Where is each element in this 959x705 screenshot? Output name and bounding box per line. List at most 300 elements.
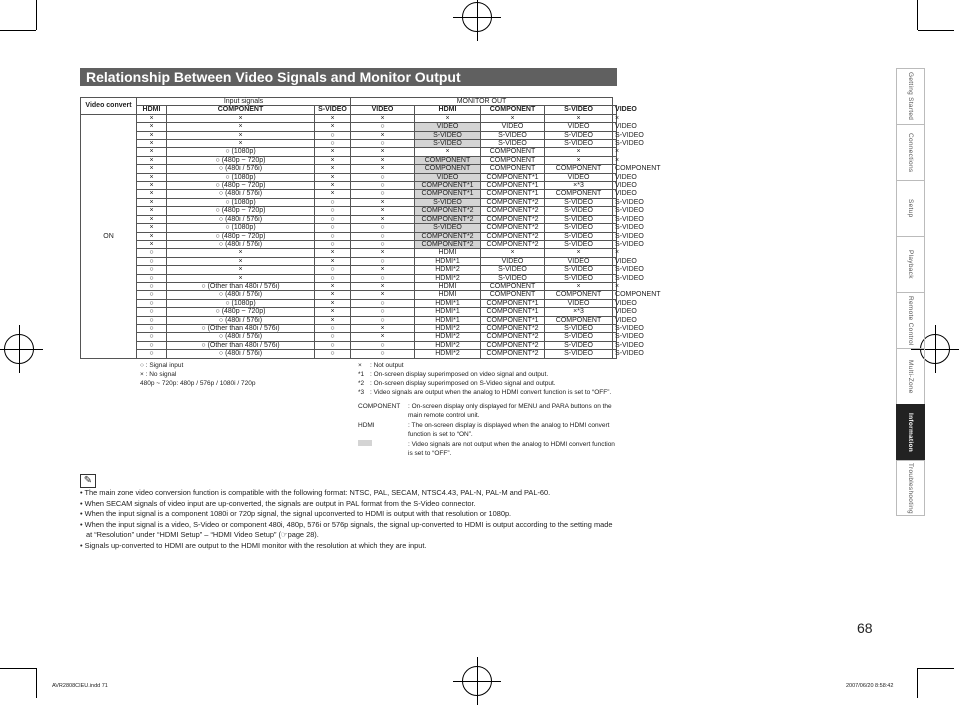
table-cell: ○ xyxy=(351,257,415,265)
table-cell: VIDEO xyxy=(481,123,545,131)
table-cell: ○ xyxy=(137,341,167,349)
table-cell: × xyxy=(315,257,351,265)
table-cell: × xyxy=(167,140,315,148)
chapter-tab-playback[interactable] xyxy=(896,236,925,292)
table-cell: ○ (480i / 576i) xyxy=(167,350,315,358)
table-cell: S-VIDEO xyxy=(545,232,613,240)
table-cell: COMPONENT*2 xyxy=(481,341,545,349)
term-key: HDMI xyxy=(358,422,375,429)
table-cell: ○ xyxy=(137,266,167,274)
term-text: : On-screen display only displayed for MENU and PARA buttons on the main remote control unit. xyxy=(408,403,612,419)
table-cell: S-VIDEO xyxy=(613,140,617,148)
chapter-tab-label: Playback xyxy=(907,250,914,279)
table-cell: × xyxy=(481,114,545,122)
table-cell: ○ (1080p) xyxy=(167,173,315,181)
table-cell: ○ (1080p) xyxy=(167,148,315,156)
table-row xyxy=(81,274,617,282)
legend-formats: 480p ~ 720p: 480p / 576p / 1080i / 720p xyxy=(140,380,256,387)
table-cell: COMPONENT xyxy=(481,165,545,173)
table-cell: COMPONENT xyxy=(415,165,481,173)
table-cell: × xyxy=(351,156,415,164)
table-cell: S-VIDEO xyxy=(481,274,545,282)
column-header: S-VIDEO xyxy=(545,106,613,114)
column-header: VIDEO xyxy=(351,106,415,114)
table-cell: VIDEO xyxy=(613,316,617,324)
chapter-tab-label: Connections xyxy=(907,132,914,173)
table-row xyxy=(81,156,617,164)
chapter-tab-label: Troubleshooting xyxy=(907,462,914,514)
table-cell: × xyxy=(315,114,351,122)
table-cell: ○ xyxy=(315,215,351,223)
table-cell: ○ xyxy=(351,274,415,282)
table-cell: S-VIDEO xyxy=(613,232,617,240)
table-cell: ○ (480p ~ 720p) xyxy=(167,207,315,215)
mode-label: ON xyxy=(81,114,137,358)
header-video-convert: Video convert xyxy=(81,98,137,115)
table-cell: × xyxy=(315,316,351,324)
table-row xyxy=(81,173,617,181)
table-cell: × xyxy=(137,207,167,215)
table-cell: HDMI xyxy=(415,282,481,290)
table-cell: HDMI*1 xyxy=(415,257,481,265)
table-cell: S-VIDEO xyxy=(613,207,617,215)
table-cell: S-VIDEO xyxy=(613,333,617,341)
table-cell: × xyxy=(415,114,481,122)
table-cell: COMPONENT xyxy=(545,165,613,173)
table-cell: COMPONENT*2 xyxy=(481,232,545,240)
table-cell: COMPONENT*2 xyxy=(415,232,481,240)
table-cell: S-VIDEO xyxy=(545,266,613,274)
table-cell: × xyxy=(167,114,315,122)
table-cell: S-VIDEO xyxy=(545,207,613,215)
table-cell: HDMI*1 xyxy=(415,299,481,307)
legend-symbols xyxy=(140,361,340,388)
footnote-text: : Not output xyxy=(370,362,404,369)
table-cell: HDMI*1 xyxy=(415,316,481,324)
table-cell: COMPONENT xyxy=(415,156,481,164)
table-cell: S-VIDEO xyxy=(481,266,545,274)
table-cell: ○ xyxy=(315,207,351,215)
table-cell: COMPONENT*1 xyxy=(481,316,545,324)
table-cell: × xyxy=(351,266,415,274)
footer-file: AVR2808CIEU.indd 71 xyxy=(52,683,108,689)
table-cell: ○ xyxy=(137,324,167,332)
table-cell: × xyxy=(351,324,415,332)
page-number: 68 xyxy=(857,620,873,636)
table-cell: ○ xyxy=(137,249,167,257)
table-cell: × xyxy=(613,249,617,257)
chapter-tab-connections[interactable] xyxy=(896,124,925,180)
table-cell: × xyxy=(315,173,351,181)
column-header: COMPONENT xyxy=(481,106,545,114)
table-cell: ○ xyxy=(315,350,351,358)
column-header: S-VIDEO xyxy=(315,106,351,114)
chapter-tab-setup[interactable] xyxy=(896,180,925,236)
table-cell: COMPONENT xyxy=(613,291,617,299)
table-cell: × xyxy=(137,165,167,173)
table-cell: ○ xyxy=(137,274,167,282)
table-cell: × xyxy=(137,123,167,131)
chapter-tab-getting-started[interactable] xyxy=(896,68,925,124)
note-item: • When the input signal is a video, S-Video or component 480i, 480p, 576i or 576p signals, the signal up-converted to HDMI is output according to the setting made at “Resolution” under “HDMI Setup” – “HDMI Video Setup” (☞page 28). xyxy=(80,520,620,541)
table-cell: × xyxy=(315,299,351,307)
chapter-tab-information[interactable] xyxy=(896,404,925,460)
table-cell: × xyxy=(315,182,351,190)
term-note xyxy=(358,402,616,420)
table-cell: ○ xyxy=(137,308,167,316)
table-cell: ○ xyxy=(315,240,351,248)
table-row xyxy=(81,165,617,173)
table-cell: ○ xyxy=(137,350,167,358)
table-cell: ○ xyxy=(351,173,415,181)
table-cell: COMPONENT*2 xyxy=(481,215,545,223)
table-cell: × xyxy=(613,148,617,156)
table-cell: COMPONENT*1 xyxy=(415,190,481,198)
table-cell: COMPONENT xyxy=(545,316,613,324)
table-cell: COMPONENT xyxy=(481,148,545,156)
table-cell: HDMI xyxy=(415,291,481,299)
table-cell: VIDEO xyxy=(415,173,481,181)
table-cell: HDMI*2 xyxy=(415,350,481,358)
chapter-tab-multi-zone[interactable] xyxy=(896,348,925,404)
table-cell: ○ (480p ~ 720p) xyxy=(167,308,315,316)
table-row xyxy=(81,207,617,215)
footnote xyxy=(358,388,616,397)
table-cell: × xyxy=(137,232,167,240)
table-cell: ○ xyxy=(315,266,351,274)
column-header: HDMI xyxy=(415,106,481,114)
table-cell: × xyxy=(137,131,167,139)
signal-table xyxy=(80,97,661,359)
footnote xyxy=(358,370,616,379)
table-cell: ○ xyxy=(351,308,415,316)
registration-mark-left xyxy=(4,334,34,364)
table-cell: ○ (480p ~ 720p) xyxy=(167,182,315,190)
table-cell: COMPONENT xyxy=(481,156,545,164)
table-cell: ○ (480i / 576i) xyxy=(167,316,315,324)
legend-signal-input: ○ : Signal input xyxy=(140,362,184,369)
table-cell: × xyxy=(545,114,613,122)
table-row xyxy=(81,324,617,332)
table-cell: × xyxy=(545,156,613,164)
footnote xyxy=(358,379,616,388)
term-text: : The on-screen display is displayed when the analog to HDMI convert function is set to “ON”. xyxy=(408,422,610,438)
chapter-tab-label: Getting Started xyxy=(907,72,914,121)
table-cell: HDMI xyxy=(415,249,481,257)
table-cell: COMPONENT*2 xyxy=(481,333,545,341)
table-cell: ○ xyxy=(351,299,415,307)
table-row xyxy=(81,240,617,248)
table-cell: VIDEO xyxy=(545,299,613,307)
table-cell: HDMI*2 xyxy=(415,333,481,341)
table-row xyxy=(81,266,617,274)
table-cell: × xyxy=(351,114,415,122)
table-row xyxy=(81,148,617,156)
table-cell: COMPONENT*1 xyxy=(481,190,545,198)
term-text: : Video signals are not output when the analog to HDMI convert function is set to “OFF”. xyxy=(408,441,615,457)
table-cell: VIDEO xyxy=(613,308,617,316)
legend-footnotes xyxy=(358,361,616,459)
table-cell: × xyxy=(315,308,351,316)
table-cell: COMPONENT*2 xyxy=(481,350,545,358)
note-item: • The main zone video conversion function is compatible with the following format: NTSC, PAL, SECAM, NTSC4.43, PAL-N, PAL-M and PAL-60. xyxy=(80,488,620,499)
chapter-tab-label: Multi-Zone xyxy=(907,359,914,394)
footnote-key: × xyxy=(358,362,362,369)
table-cell: S-VIDEO xyxy=(545,341,613,349)
table-cell: VIDEO xyxy=(545,123,613,131)
table-cell: × xyxy=(315,165,351,173)
table-cell: S-VIDEO xyxy=(613,215,617,223)
footnote-key: *3 xyxy=(358,389,365,396)
table-cell: S-VIDEO xyxy=(613,266,617,274)
table-cell: COMPONENT xyxy=(481,291,545,299)
table-cell: COMPONENT*2 xyxy=(481,224,545,232)
table-row xyxy=(81,182,617,190)
table-row xyxy=(81,282,617,290)
term-key: COMPONENT xyxy=(358,403,401,410)
table-cell: × xyxy=(613,156,617,164)
table-cell: ○ xyxy=(315,140,351,148)
header-monitor-out: MONITOR OUT xyxy=(351,98,613,106)
table-cell: × xyxy=(315,156,351,164)
table-cell: COMPONENT xyxy=(545,291,613,299)
column-header: COMPONENT xyxy=(167,106,315,114)
table-cell: HDMI*1 xyxy=(415,308,481,316)
table-cell: × xyxy=(137,114,167,122)
table-cell: ○ xyxy=(351,232,415,240)
table-row xyxy=(81,257,617,265)
page-title: Relationship Between Video Signals and Monitor Output xyxy=(80,68,617,86)
table-cell: × xyxy=(137,198,167,206)
footnote-text: : On-screen display superimposed on video signal and output. xyxy=(370,371,549,378)
table-cell: ○ (480i / 576i) xyxy=(167,291,315,299)
term-key xyxy=(358,440,408,458)
table-cell: COMPONENT*2 xyxy=(481,207,545,215)
table-cell: × xyxy=(613,114,617,122)
table-cell: ○ (480i / 576i) xyxy=(167,333,315,341)
table-cell: COMPONENT*2 xyxy=(481,198,545,206)
table-cell: S-VIDEO xyxy=(545,131,613,139)
table-row xyxy=(81,350,617,358)
table-cell: ○ xyxy=(351,341,415,349)
table-cell: ○ xyxy=(351,123,415,131)
table-cell: ○ xyxy=(351,240,415,248)
table-cell: × xyxy=(415,148,481,156)
table-cell: × xyxy=(137,240,167,248)
table-row xyxy=(81,341,617,349)
table-row xyxy=(81,215,617,223)
table-cell: ○ (480i / 576i) xyxy=(167,240,315,248)
table-cell: S-VIDEO xyxy=(613,274,617,282)
table-row xyxy=(81,308,617,316)
table-cell: × xyxy=(351,131,415,139)
table-cell: × xyxy=(351,148,415,156)
table-cell: ○ (1080p) xyxy=(167,224,315,232)
table-cell: × xyxy=(613,282,617,290)
chapter-tabs xyxy=(896,68,925,516)
table-cell: S-VIDEO xyxy=(545,350,613,358)
table-cell: S-VIDEO xyxy=(545,198,613,206)
footnote-key: *1 xyxy=(358,371,365,378)
table-cell: S-VIDEO xyxy=(545,324,613,332)
table-row xyxy=(81,224,617,232)
table-cell: S-VIDEO xyxy=(415,224,481,232)
table-cell: VIDEO xyxy=(613,257,617,265)
chapter-tab-troubleshooting[interactable] xyxy=(896,460,925,516)
table-cell: S-VIDEO xyxy=(613,350,617,358)
table-cell: ○ xyxy=(315,131,351,139)
table-cell: S-VIDEO xyxy=(415,131,481,139)
table-cell: COMPONENT*1 xyxy=(481,173,545,181)
table-cell: HDMI*2 xyxy=(415,324,481,332)
table-cell: S-VIDEO xyxy=(545,274,613,282)
table-cell: S-VIDEO xyxy=(613,131,617,139)
table-cell: × xyxy=(545,282,613,290)
table-cell: VIDEO xyxy=(545,257,613,265)
table-cell: ○ xyxy=(315,341,351,349)
table-cell: S-VIDEO xyxy=(613,324,617,332)
table-cell: ○ xyxy=(351,140,415,148)
table-cell: ○ xyxy=(351,350,415,358)
footnote-text: : On-screen display superimposed on S-Video signal and output. xyxy=(370,380,556,387)
table-cell: ○ xyxy=(137,291,167,299)
table-cell: S-VIDEO xyxy=(613,240,617,248)
chapter-tab-label: Setup xyxy=(907,199,914,218)
table-cell: × xyxy=(315,291,351,299)
table-cell: S-VIDEO xyxy=(613,341,617,349)
table-row xyxy=(81,190,617,198)
table-cell: × xyxy=(167,266,315,274)
table-cell: ○ (Other than 480i / 576i) xyxy=(167,341,315,349)
table-cell: × xyxy=(137,173,167,181)
table-cell: S-VIDEO xyxy=(545,215,613,223)
table-cell: × xyxy=(351,207,415,215)
table-cell: ○ xyxy=(351,190,415,198)
table-cell: S-VIDEO xyxy=(545,140,613,148)
table-cell: ○ xyxy=(351,182,415,190)
table-cell: × xyxy=(137,182,167,190)
table-cell: VIDEO xyxy=(613,173,617,181)
table-cell: ○ (Other than 480i / 576i) xyxy=(167,282,315,290)
table-cell: ○ (Other than 480i / 576i) xyxy=(167,324,315,332)
table-cell: × xyxy=(137,148,167,156)
table-cell: S-VIDEO xyxy=(613,224,617,232)
registration-mark-bottom xyxy=(462,666,492,696)
table-row xyxy=(81,333,617,341)
table-row xyxy=(81,114,617,122)
term-note xyxy=(358,440,616,458)
note-item: • When the input signal is a component 1080i or 720p signal, the signal upconverted to HDMI is output with that resolution or 1080p. xyxy=(80,509,620,520)
table-cell: × xyxy=(167,249,315,257)
table-cell: ○ (1080p) xyxy=(167,198,315,206)
pencil-icon: ✎ xyxy=(80,474,96,488)
note-item: • When SECAM signals of video input are up-converted, the signals are output in PAL format from the S-Video connector. xyxy=(80,499,620,510)
table-cell: COMPONENT*1 xyxy=(481,308,545,316)
table-cell: ○ xyxy=(137,316,167,324)
table-cell: × xyxy=(167,131,315,139)
term-note xyxy=(358,421,616,439)
table-cell: VIDEO xyxy=(613,299,617,307)
table-cell: ○ xyxy=(351,224,415,232)
table-cell: VIDEO xyxy=(545,173,613,181)
column-header: VIDEO xyxy=(613,106,617,114)
table-cell: ○ xyxy=(137,299,167,307)
table-cell: COMPONENT*1 xyxy=(415,182,481,190)
footnote-text: : Video signals are output when the analog to HDMI convert function is set to “OFF”. xyxy=(370,389,612,396)
registration-mark-top xyxy=(462,2,492,32)
table-cell: × xyxy=(351,165,415,173)
table-row xyxy=(81,299,617,307)
table-cell: × xyxy=(315,148,351,156)
table-cell: × xyxy=(315,123,351,131)
table-cell: ○ xyxy=(315,333,351,341)
table-cell: COMPONENT*2 xyxy=(415,215,481,223)
table-cell: COMPONENT xyxy=(545,190,613,198)
table-cell: × xyxy=(545,249,613,257)
table-row xyxy=(81,198,617,206)
table-cell: S-VIDEO xyxy=(613,198,617,206)
table-cell: COMPONENT xyxy=(481,282,545,290)
table-row xyxy=(81,131,617,139)
table-cell: HDMI*2 xyxy=(415,274,481,282)
table-cell: ○ (480i / 576i) xyxy=(167,165,315,173)
table-cell: COMPONENT*1 xyxy=(481,182,545,190)
table-cell: HDMI*2 xyxy=(415,341,481,349)
table-cell: ○ xyxy=(315,232,351,240)
table-cell: S-VIDEO xyxy=(415,140,481,148)
gray-swatch xyxy=(358,440,372,446)
table-cell: S-VIDEO xyxy=(481,131,545,139)
table-cell: ○ (480i / 576i) xyxy=(167,215,315,223)
table-cell: COMPONENT*2 xyxy=(481,324,545,332)
table-cell: × xyxy=(167,274,315,282)
column-header: HDMI xyxy=(137,106,167,114)
table-cell: COMPONENT*1 xyxy=(481,299,545,307)
table-cell: × xyxy=(167,123,315,131)
table-cell: S-VIDEO xyxy=(545,224,613,232)
table-cell: × xyxy=(137,190,167,198)
table-cell: VIDEO xyxy=(613,190,617,198)
table-cell: COMPONENT*2 xyxy=(481,240,545,248)
table-cell: ○ xyxy=(315,324,351,332)
table-cell: VIDEO xyxy=(415,123,481,131)
header-input-signals: Input signals xyxy=(137,98,351,106)
table-cell: S-VIDEO xyxy=(415,198,481,206)
table-row xyxy=(81,140,617,148)
table-cell: S-VIDEO xyxy=(545,240,613,248)
table-cell: ○ (480i / 576i) xyxy=(167,190,315,198)
table-row xyxy=(81,291,617,299)
table-cell: × xyxy=(315,249,351,257)
chapter-tab-remote-control[interactable] xyxy=(896,292,925,348)
table-cell: ○ xyxy=(137,282,167,290)
table-row xyxy=(81,316,617,324)
table-row xyxy=(81,249,617,257)
table-cell: S-VIDEO xyxy=(545,333,613,341)
table-cell: × xyxy=(351,291,415,299)
table-cell: × xyxy=(545,148,613,156)
chapter-tab-label: Remote Control xyxy=(907,295,914,346)
table-cell: COMPONENT*2 xyxy=(415,207,481,215)
table-cell: ○ xyxy=(137,257,167,265)
table-cell: VIDEO xyxy=(481,257,545,265)
table-cell: ○ xyxy=(315,198,351,206)
table-cell: VIDEO xyxy=(613,182,617,190)
footnote xyxy=(358,361,616,370)
table-cell: × xyxy=(351,282,415,290)
table-cell: × xyxy=(167,257,315,265)
chapter-tab-label: Information xyxy=(907,412,914,453)
